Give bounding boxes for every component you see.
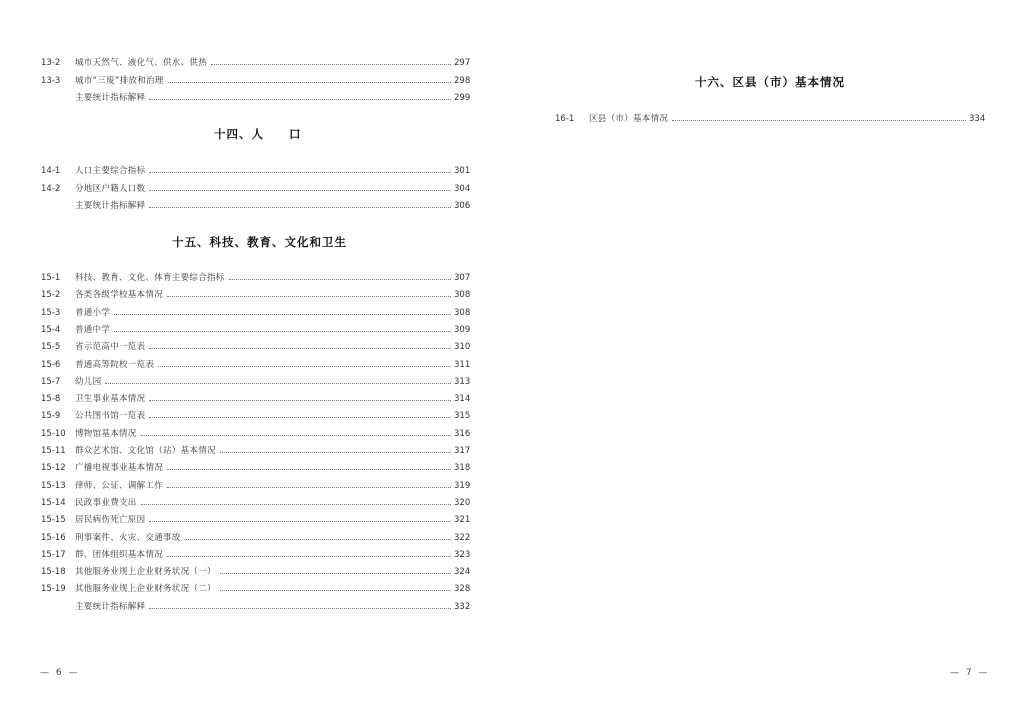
- toc-row-number: 15-3: [41, 307, 61, 318]
- toc-row-page: 319: [454, 480, 471, 491]
- toc-row-number: 15-14: [41, 497, 66, 508]
- page-number-right: — 7 —: [950, 668, 990, 678]
- dot-leader: [149, 399, 451, 401]
- dot-leader: [168, 81, 451, 83]
- toc-row-number: 15-2: [41, 290, 61, 301]
- toc-row[interactable]: [41, 73, 470, 89]
- toc-row-title: 主要统计指标解释: [75, 601, 146, 612]
- dot-leader: [220, 589, 451, 591]
- toc-row[interactable]: [41, 198, 470, 214]
- dot-leader: [114, 313, 451, 315]
- toc-row-page: 298: [454, 75, 471, 86]
- toc-row-number: 13-2: [41, 58, 61, 68]
- toc-row-number: 15-9: [41, 411, 61, 422]
- toc-row-number: 15-1: [41, 273, 61, 283]
- toc-row-title: 其他服务业规上企业财务状况（一）: [75, 567, 216, 578]
- toc-row-number: 15-4: [41, 324, 61, 335]
- toc-row[interactable]: [41, 374, 470, 390]
- toc-row-page: 308: [454, 307, 471, 318]
- toc-row-page: 304: [454, 183, 471, 194]
- dot-leader: [672, 119, 966, 121]
- toc-row-title: 普通高等院校一览表: [75, 359, 155, 370]
- toc-row[interactable]: [41, 408, 470, 424]
- toc-row[interactable]: [41, 530, 470, 546]
- dot-leader: [141, 434, 451, 436]
- toc-row-page: 310: [454, 342, 471, 353]
- dot-leader: [149, 189, 451, 191]
- toc-row-title: 分地区户籍人口数: [75, 183, 146, 194]
- toc-row[interactable]: [41, 287, 470, 303]
- toc-row[interactable]: [41, 322, 470, 338]
- toc-row-number: 15-11: [41, 446, 66, 456]
- toc-row-title: 卫生事业基本情况: [75, 394, 146, 405]
- toc-row[interactable]: [41, 163, 470, 179]
- toc-row-number: 15-8: [41, 394, 61, 405]
- toc-row[interactable]: [41, 55, 470, 71]
- toc-row-page: 315: [454, 411, 471, 422]
- dot-leader: [229, 278, 451, 280]
- toc-row[interactable]: [41, 443, 470, 459]
- toc-row-page: 328: [454, 584, 471, 595]
- toc-row-page: 308: [454, 290, 471, 301]
- toc-row-title: 公共图书馆一览表: [75, 411, 146, 422]
- dot-leader: [149, 416, 451, 418]
- dot-leader: [220, 451, 451, 453]
- toc-row-page: 321: [454, 515, 471, 526]
- toc-row-page: 322: [454, 532, 471, 543]
- toc-row[interactable]: [555, 111, 985, 127]
- toc-row-title: 群、团体组织基本情况: [75, 549, 164, 560]
- toc-row-page: 314: [454, 394, 471, 405]
- toc-row-number: 15-18: [41, 567, 66, 578]
- toc-row-number: 15-5: [41, 342, 61, 353]
- dot-leader: [158, 365, 451, 367]
- dot-leader: [185, 538, 451, 540]
- toc-row-title: 群众艺术馆、文化馆（站）基本情况: [75, 446, 216, 456]
- right-page: [512, 0, 1024, 724]
- page-number-left: — 6 —: [40, 668, 80, 678]
- toc-row-title: 民政事业费支出: [75, 497, 137, 508]
- dot-leader: [167, 555, 451, 557]
- toc-row[interactable]: [41, 391, 470, 407]
- toc-row-title: 律师、公证、调解工作: [75, 480, 164, 491]
- toc-row-page: 318: [454, 463, 471, 474]
- dot-leader: [149, 347, 451, 349]
- toc-row-title: 城市“三废”排放和治理: [75, 75, 164, 86]
- dot-leader: [211, 63, 451, 65]
- toc-row-title: 主要统计指标解释: [75, 93, 146, 103]
- toc-row[interactable]: [41, 181, 470, 197]
- toc-row-title: 普通小学: [75, 307, 111, 318]
- toc-row-title: 主要统计指标解释: [75, 201, 146, 211]
- toc-row-number: 15-12: [41, 463, 66, 474]
- toc-row[interactable]: [41, 599, 470, 615]
- dot-leader: [149, 607, 451, 609]
- dot-leader: [167, 486, 451, 488]
- toc-row-page: 313: [454, 376, 471, 387]
- toc-row-page: 324: [454, 567, 471, 578]
- toc-row[interactable]: [41, 547, 470, 563]
- toc-row-number: 15-13: [41, 480, 66, 491]
- toc-row-title: 幼儿园: [75, 376, 102, 387]
- toc-row-page: 317: [454, 446, 471, 456]
- section-heading-16: 十六、区县（市）基本情况: [695, 75, 845, 89]
- toc-row-page: 301: [454, 166, 471, 176]
- toc-row-number: 13-3: [41, 75, 61, 86]
- toc-row-page: 297: [454, 58, 471, 68]
- toc-row-title: 区县（市）基本情况: [589, 114, 669, 124]
- toc-row[interactable]: [41, 339, 470, 355]
- toc-row-page: 311: [454, 359, 471, 370]
- toc-row[interactable]: [41, 357, 470, 373]
- section-heading-15: 十五、科技、教育、文化和卫生: [172, 235, 347, 249]
- toc-row-title: 各类各级学校基本情况: [75, 290, 164, 301]
- toc-row[interactable]: [41, 581, 470, 597]
- dot-leader: [167, 468, 451, 470]
- toc-row-page: 307: [454, 273, 471, 283]
- toc-row-number: 14-2: [41, 183, 61, 194]
- toc-row-title: 居民病伤死亡原因: [75, 515, 146, 526]
- toc-row-number: 15-16: [41, 532, 66, 543]
- dot-leader: [114, 330, 451, 332]
- toc-row-page: 320: [454, 497, 471, 508]
- section-heading-14: 十四、人 口: [214, 127, 302, 141]
- dot-leader: [105, 382, 451, 384]
- dot-leader: [149, 520, 451, 522]
- toc-row-page: 299: [454, 93, 471, 103]
- toc-row-title: 其他服务业规上企业财务状况（二）: [75, 584, 216, 595]
- toc-row-page: 334: [969, 114, 986, 124]
- dot-leader: [167, 295, 451, 297]
- toc-row-title: 广播电视事业基本情况: [75, 463, 164, 474]
- toc-row-number: 15-6: [41, 359, 61, 370]
- toc-row-title: 省示范高中一览表: [75, 342, 146, 353]
- toc-row-title: 博物馆基本情况: [75, 428, 137, 439]
- toc-row[interactable]: [41, 564, 470, 580]
- toc-row[interactable]: [41, 270, 470, 286]
- toc-row-number: 15-17: [41, 549, 66, 560]
- toc-row[interactable]: [41, 460, 470, 476]
- toc-row-title: 普通中学: [75, 324, 111, 335]
- toc-row[interactable]: [41, 305, 470, 321]
- toc-row[interactable]: [41, 495, 470, 511]
- dot-leader: [149, 206, 451, 208]
- toc-row-number: 15-7: [41, 376, 61, 387]
- toc-row-title: 城市天然气、液化气、供水、供热: [75, 58, 208, 68]
- toc-row-page: 332: [454, 601, 471, 612]
- toc-row-number: 15-15: [41, 515, 66, 526]
- toc-row[interactable]: [41, 90, 470, 106]
- dot-leader: [149, 171, 451, 173]
- toc-row-title: 刑事案件、火灾、交通事故: [75, 532, 181, 543]
- toc-row[interactable]: [41, 478, 470, 494]
- toc-row[interactable]: [41, 512, 470, 528]
- toc-row-number: 15-19: [41, 584, 66, 595]
- toc-row-page: 323: [454, 549, 471, 560]
- toc-row-title: 科技、教育、文化、体育主要综合指标: [75, 273, 225, 283]
- toc-row-number: 15-10: [41, 428, 66, 439]
- toc-row-number: 14-1: [41, 166, 61, 176]
- dot-leader: [149, 98, 451, 100]
- toc-row-number: 16-1: [555, 114, 575, 124]
- dot-leader: [220, 572, 451, 574]
- toc-row-title: 人口主要综合指标: [75, 166, 146, 176]
- toc-row-page: 306: [454, 201, 471, 211]
- toc-row-page: 309: [454, 324, 471, 335]
- toc-row[interactable]: [41, 426, 470, 442]
- toc-row-page: 316: [454, 428, 471, 439]
- dot-leader: [141, 503, 451, 505]
